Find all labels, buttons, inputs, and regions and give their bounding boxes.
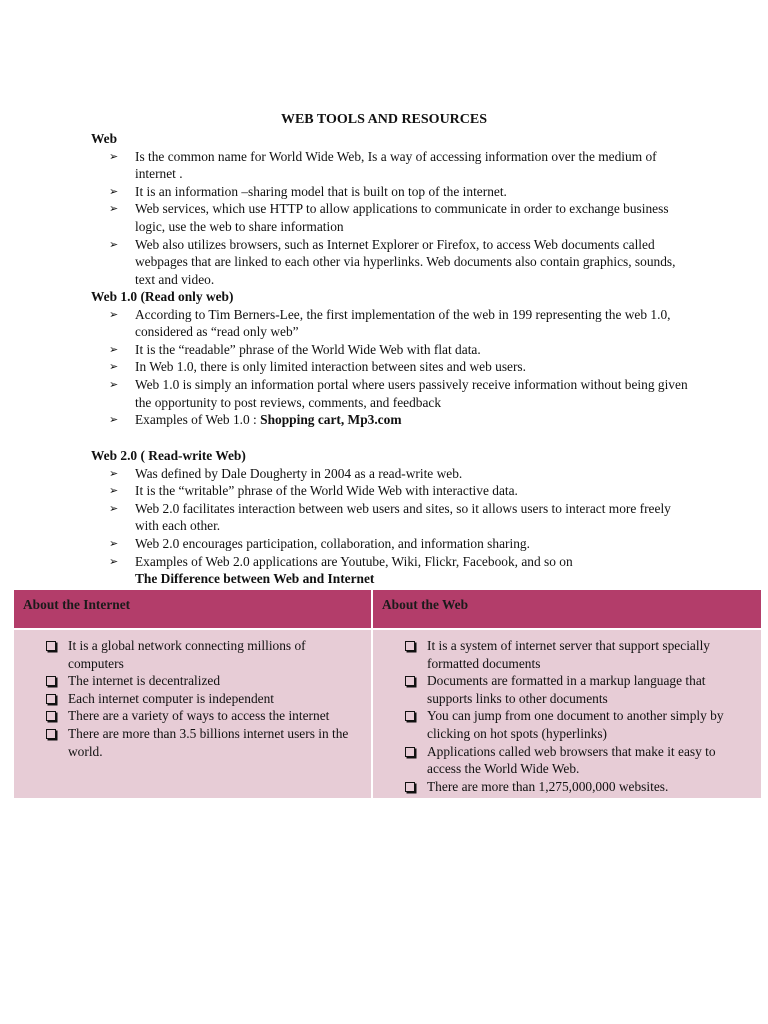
table-row bbox=[14, 630, 761, 798]
list-item: ➢ In Web 1.0, there is only limited interaction between sites and web users. bbox=[109, 359, 526, 375]
list-item: ➢ It is the “readable” phrase of the World Wide Web with flat data. bbox=[109, 341, 481, 357]
internet-cell bbox=[14, 630, 373, 798]
arrow-bullet-icon: ➢ bbox=[109, 184, 119, 198]
list-item: ➢ Web 1.0 is simply an information portal where users passively receive information without being given the opportunity to post reviews, comments, and feedback bbox=[109, 376, 688, 410]
arrow-bullet-icon: ➢ bbox=[109, 202, 119, 216]
web1-section bbox=[91, 288, 691, 429]
list-item: ➢ Web also utilizes browsers, such as Internet Explorer or Firefox, to access Web documents called webpages that are linked to each other via hyperlinks. Web documents also contain graphics, sounds, text and video. bbox=[109, 236, 676, 287]
web-bullet-list bbox=[91, 148, 691, 289]
web1-heading: Web 1.0 (Read only web) bbox=[91, 289, 234, 304]
list-item: ➢ It is an information –sharing model that is built on top of the internet. bbox=[109, 183, 507, 199]
list-item: ➢ Web services, which use HTTP to allow applications to communicate in order to exchange business logic, use the web to share information bbox=[109, 201, 669, 234]
arrow-bullet-icon: ➢ bbox=[109, 484, 119, 498]
list-item: ➢ Web 2.0 facilitates interaction between web users and sites, so it allows users to interact more freely with each other. bbox=[109, 500, 671, 534]
checkbox-bullet-icon bbox=[405, 782, 415, 792]
list-item: There are a variety of ways to access the internet bbox=[68, 707, 361, 725]
list-item: There are more than 1,275,000,000 websites. bbox=[427, 778, 741, 796]
header-web: About the Web bbox=[382, 597, 469, 612]
comparison-table bbox=[14, 590, 761, 798]
checkbox-bullet-icon bbox=[46, 729, 56, 739]
checkbox-bullet-icon bbox=[46, 711, 56, 721]
checkbox-bullet-icon bbox=[46, 694, 56, 704]
web-section bbox=[91, 130, 691, 288]
difference-caption: The Difference between Web and Internet bbox=[135, 571, 375, 587]
list-item: ➢ Web 2.0 encourages participation, collaboration, and information sharing. bbox=[109, 535, 530, 551]
checkbox-bullet-icon bbox=[405, 747, 415, 757]
arrow-bullet-icon: ➢ bbox=[109, 307, 119, 321]
internet-list bbox=[44, 637, 361, 760]
list-item: Each internet computer is independent bbox=[68, 690, 361, 708]
list-item: Applications called web browsers that make it easy to access the World Wide Web. bbox=[427, 743, 741, 778]
list-item: It is a global network connecting millions of computers bbox=[68, 637, 361, 672]
list-item: The internet is decentralized bbox=[68, 672, 361, 690]
list-item: ➢ It is the “writable” phrase of the World Wide Web with interactive data. bbox=[109, 483, 518, 499]
arrow-bullet-icon: ➢ bbox=[109, 501, 119, 515]
list-item: There are more than 3.5 billions internet users in the world. bbox=[68, 725, 361, 760]
list-item: ➢ Is the common name for World Wide Web, Is a way of accessing information over the medium of internet . bbox=[109, 148, 657, 182]
arrow-bullet-icon: ➢ bbox=[109, 377, 119, 391]
list-item: ➢ Examples of Web 1.0 : Shopping cart, Mp3.com bbox=[109, 412, 402, 428]
list-item: ➢ According to Tim Berners-Lee, the first implementation of the web in 199 representing the web 1.0, considered as “read only web” bbox=[109, 306, 671, 340]
web-list bbox=[403, 637, 741, 795]
web-heading: Web bbox=[91, 131, 118, 146]
arrow-bullet-icon: ➢ bbox=[109, 237, 119, 251]
list-item: Documents are formatted in a markup language that supports links to other documents bbox=[427, 672, 741, 707]
list-item: You can jump from one document to another simply by clicking on hot spots (hyperlinks) bbox=[427, 707, 741, 742]
document-title: WEB TOOLS AND RESOURCES bbox=[280, 112, 488, 127]
arrow-bullet-icon: ➢ bbox=[109, 466, 119, 480]
checkbox-bullet-icon bbox=[405, 676, 415, 686]
web2-bullet-list bbox=[91, 465, 691, 571]
arrow-bullet-icon: ➢ bbox=[109, 413, 119, 427]
list-item: ➢ Was defined by Dale Dougherty in 2004 as a read-write web. bbox=[109, 465, 463, 481]
checkbox-bullet-icon bbox=[46, 641, 56, 651]
web2-heading: Web 2.0 ( Read-write Web) bbox=[91, 448, 246, 463]
checkbox-bullet-icon bbox=[46, 676, 56, 686]
table-header-row bbox=[14, 590, 761, 628]
list-item: ➢ Examples of Web 2.0 applications are Youtube, Wiki, Flickr, Facebook, and so on bbox=[109, 553, 573, 569]
arrow-bullet-icon: ➢ bbox=[109, 554, 119, 568]
arrow-bullet-icon: ➢ bbox=[109, 342, 119, 356]
checkbox-bullet-icon bbox=[405, 711, 415, 721]
header-internet: About the Internet bbox=[14, 590, 373, 628]
arrow-bullet-icon: ➢ bbox=[109, 536, 119, 550]
arrow-bullet-icon: ➢ bbox=[109, 360, 119, 374]
web2-section bbox=[91, 447, 691, 588]
web-cell bbox=[373, 630, 761, 798]
arrow-bullet-icon: ➢ bbox=[109, 149, 119, 163]
web1-bullet-list bbox=[91, 306, 691, 429]
web1-examples: Shopping cart, Mp3.com bbox=[260, 412, 402, 428]
list-item: It is a system of internet server that support specially formatted documents bbox=[427, 637, 741, 672]
checkbox-bullet-icon bbox=[405, 641, 415, 651]
